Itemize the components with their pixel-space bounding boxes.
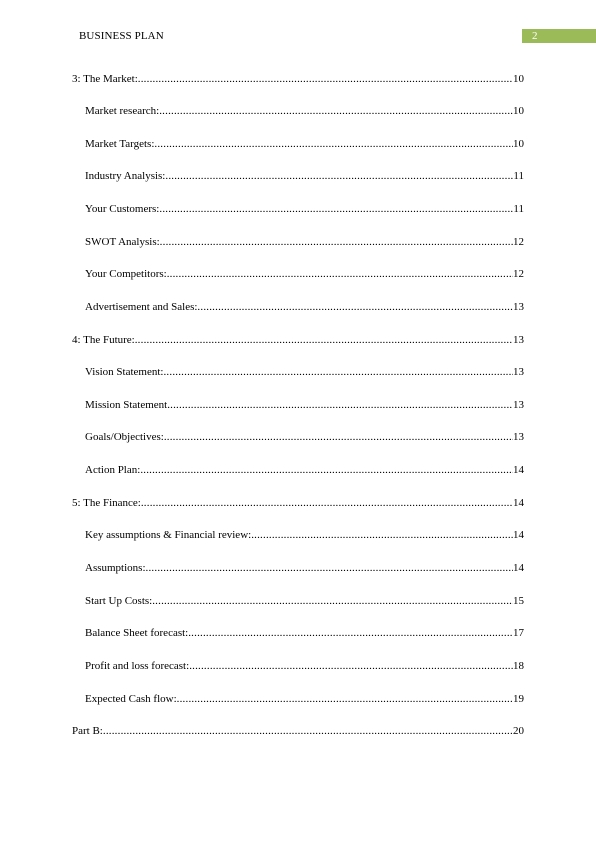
toc-dot-leader (146, 561, 513, 575)
toc-entry[interactable] (85, 528, 524, 542)
toc-entry-label: 3: The Market: (72, 73, 138, 85)
toc-entry-label: Action Plan: (85, 464, 141, 476)
toc-dot-leader (152, 594, 513, 608)
toc-dot-leader (164, 430, 513, 444)
toc-dot-leader (138, 72, 513, 86)
toc-entry-page: 11 (513, 170, 524, 182)
toc-entry[interactable] (85, 594, 524, 608)
toc-entry-label: SWOT Analysis: (85, 236, 160, 248)
toc-dot-leader (167, 267, 513, 281)
toc-entry-label: Your Customers: (85, 203, 160, 215)
toc-entry-page: 14 (513, 562, 524, 574)
toc-entry-page: 12 (513, 268, 524, 280)
toc-entry-label: 4: The Future: (72, 334, 135, 346)
toc-entry[interactable] (85, 430, 524, 444)
toc-dot-leader (167, 398, 513, 412)
toc-entry-label: Balance Sheet forecast: (85, 627, 189, 639)
toc-entry-label: Market Targets: (85, 138, 155, 150)
toc-entry[interactable] (85, 137, 524, 151)
toc-dot-leader (177, 692, 513, 706)
toc-entry-label: Mission Statement (85, 399, 168, 411)
toc-dot-leader (154, 137, 513, 151)
toc-entry[interactable] (85, 659, 524, 673)
toc-dot-leader (159, 202, 513, 216)
toc-dot-leader (189, 659, 513, 673)
toc-entry-page: 13 (513, 334, 524, 346)
toc-entry[interactable] (85, 104, 524, 118)
toc-entry-page: 13 (513, 431, 524, 443)
toc-entry[interactable] (72, 333, 524, 347)
toc-entry-label: Vision Statement: (85, 366, 164, 378)
toc-entry-label: Your Competitors: (85, 268, 167, 280)
toc-dot-leader (163, 365, 513, 379)
toc-entry[interactable] (85, 561, 524, 575)
toc-entry-label: Goals/Objectives: (85, 431, 164, 443)
toc-entry-page: 14 (513, 497, 524, 509)
toc-entry-page: 10 (513, 138, 524, 150)
toc-entry[interactable] (85, 626, 524, 640)
toc-dot-leader (165, 169, 513, 183)
toc-entry-page: 20 (513, 725, 524, 737)
toc-entry-label: Key assumptions & Financial review: (85, 529, 252, 541)
toc-entry-page: 11 (513, 203, 524, 215)
toc-dot-leader (141, 496, 513, 510)
toc-entry[interactable] (85, 692, 524, 706)
toc-entry-page: 10 (513, 73, 524, 85)
toc-dot-leader (135, 333, 513, 347)
toc-dot-leader (188, 626, 513, 640)
toc-entry-label: Market research: (85, 105, 160, 117)
toc-entry-page: 14 (513, 464, 524, 476)
toc-entry-label: Start Up Costs: (85, 595, 153, 607)
toc-dot-leader (103, 724, 513, 738)
toc-entry-page: 18 (513, 660, 524, 672)
toc-entry[interactable] (85, 267, 524, 281)
toc-entry-label: Part B: (72, 725, 103, 737)
toc-entry-page: 15 (513, 595, 524, 607)
toc-entry-page: 13 (513, 366, 524, 378)
toc-entry-page: 14 (513, 529, 524, 541)
toc-entry[interactable] (72, 72, 524, 86)
toc-entry-label: 5: The Finance: (72, 497, 141, 509)
toc-entry-label: Expected Cash flow: (85, 693, 177, 705)
toc-entry-page: 13 (513, 399, 524, 411)
toc-dot-leader (160, 235, 513, 249)
toc-entry-label: Profit and loss forecast: (85, 660, 190, 672)
toc-dot-leader (197, 300, 513, 314)
toc-entry[interactable] (85, 169, 524, 183)
toc-dot-leader (140, 463, 513, 477)
toc-entry-label: Advertisement and Sales: (85, 301, 198, 313)
toc-entry-page: 13 (513, 301, 524, 313)
toc-dot-leader (159, 104, 513, 118)
toc-entry-page: 17 (513, 627, 524, 639)
toc-entry[interactable] (85, 300, 524, 314)
toc-entry-page: 10 (513, 105, 524, 117)
page-number-badge: 2 (522, 29, 596, 43)
toc-entry[interactable] (85, 235, 524, 249)
toc-entry[interactable] (85, 202, 524, 216)
page-header (0, 29, 596, 43)
toc-entry-page: 12 (513, 236, 524, 248)
toc-entry-label: Industry Analysis: (85, 170, 166, 182)
toc-entry[interactable] (72, 496, 524, 510)
toc-dot-leader (251, 528, 513, 542)
toc-entry[interactable] (85, 365, 524, 379)
toc-entry-page: 19 (513, 693, 524, 705)
toc-entry[interactable] (85, 398, 524, 412)
toc-entry[interactable] (72, 724, 524, 738)
header-title: BUSINESS PLAN (79, 30, 164, 42)
toc-entry-label: Assumptions: (85, 562, 146, 574)
toc-entry[interactable] (85, 463, 524, 477)
